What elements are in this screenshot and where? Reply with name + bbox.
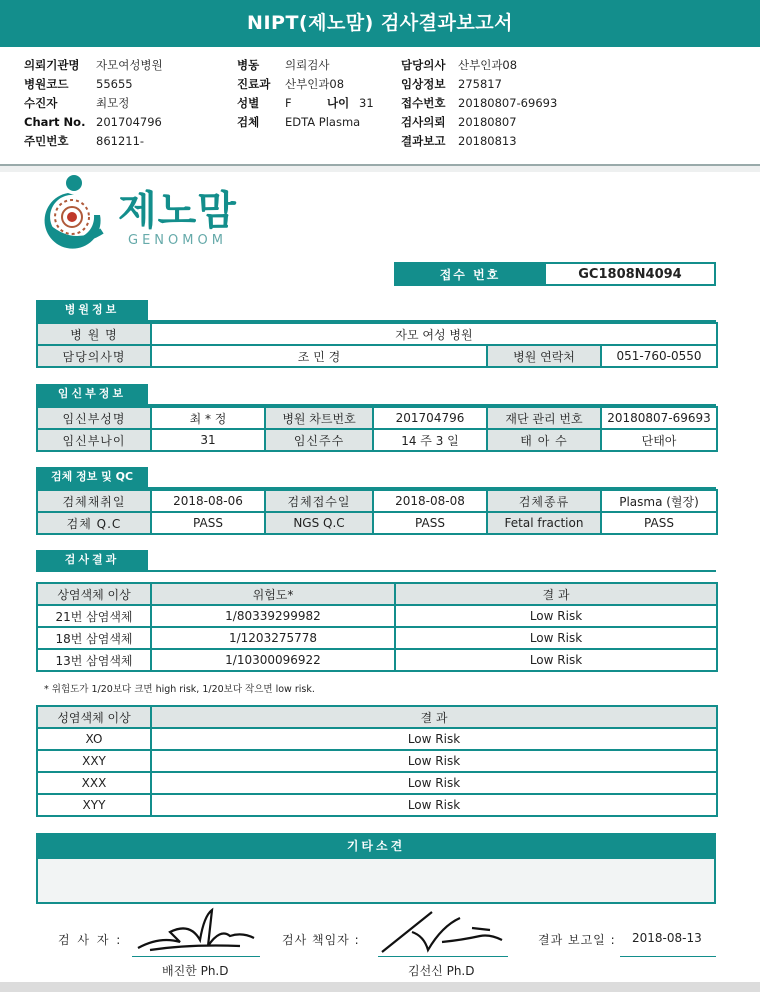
sex-chrom-name: XXX [37,772,151,794]
sex-chromosome-table [36,705,718,817]
report-title: NIPT(제노맘) 검사결과보고서 [247,12,513,34]
contact-value: 051-760-0550 [601,345,717,367]
sex-chrom-result: Low Risk [151,772,717,794]
logo-sub: GENOMOM [128,233,227,248]
section-rule [36,570,716,572]
header-col-3 [401,56,557,151]
tester-name: 배진한 Ph.D [162,964,229,978]
autosomal-results-table [36,582,718,672]
table-row [37,605,717,627]
hospital-info-tag: 병원정보 [36,300,148,320]
report-date-line [620,956,716,957]
header-label: 병원코드 [24,77,69,91]
header-value: 20180813 [458,134,517,148]
results-tag: 검사결과 [36,550,148,570]
header-value: 55655 [96,77,133,91]
header-label: 검체 [237,115,260,129]
hospital-name-label: 병 원 명 [37,323,151,345]
header-label: 결과보고 [401,134,446,148]
header-label: 임상정보 [401,77,446,91]
header-value: 20180807-69693 [458,96,558,110]
mgmt-label: 재단 관리 번호 [487,407,601,429]
risk-footnote: * 위험도가 1/20보다 크면 high risk, 1/20보다 작으면 low risk. [44,684,315,695]
chart-label: 병원 차트번호 [265,407,373,429]
header-value: 자모여성병원 [96,58,163,72]
collect-date-label: 검체채취일 [37,490,151,512]
header-label: 병동 [237,58,260,72]
results-header-result: 결 과 [395,583,717,605]
patient-name-label: 임신부성명 [37,407,151,429]
header-col-2 [237,56,374,132]
hospital-name-value: 자모 여성 병원 [151,323,717,345]
report-header [0,48,760,166]
report-date-value: 2018-08-13 [632,931,702,945]
receive-date-value: 2018-08-08 [373,490,487,512]
sex-header-result: 결 과 [151,706,717,728]
header-value: 산부인과08 [285,77,345,91]
page-footer [0,982,760,992]
chief-name: 김선신 Ph.D [408,964,475,978]
specimen-type-value: Plasma (혈장) [601,490,717,512]
age-value: 31 [359,96,374,110]
header-value: 산부인과08 [458,58,518,72]
table-row [37,772,717,794]
chief-signature-icon [372,906,512,958]
chart-value: 201704796 [373,407,487,429]
specimen-type-label: 검체종류 [487,490,601,512]
sex-chrom-result: Low Risk [151,794,717,816]
header-label: 수진자 [24,96,58,110]
sex-header-name: 성염색체 이상 [37,706,151,728]
header-label: 성별 [237,96,260,110]
sex-chrom-name: XYY [37,794,151,816]
hospital-info-table [36,322,718,368]
header-divider [0,166,760,172]
header-label: 담당의사 [401,58,446,72]
report-title-bar [0,0,760,47]
specimen-info-table [36,489,718,535]
table-row [37,794,717,816]
specimen-qc-value: PASS [151,512,265,534]
tester-signature-line [132,956,260,957]
sex-chrom-result: Low Risk [151,728,717,750]
other-findings-title: 기타소견 [36,833,716,859]
fetal-fraction-value: PASS [601,512,717,534]
trisomy-risk: 1/10300096922 [151,649,395,671]
patient-age-value: 31 [151,429,265,451]
trisomy-name: 21번 삼염색체 [37,605,151,627]
collect-date-value: 2018-08-06 [151,490,265,512]
header-col-1 [24,56,163,151]
fetus-label: 태 아 수 [487,429,601,451]
header-label: 접수번호 [401,96,446,110]
results-header-name: 상염색체 이상 [37,583,151,605]
patient-name-value: 최 * 정 [151,407,265,429]
header-value: 861211- [96,134,145,148]
trisomy-result: Low Risk [395,627,717,649]
report-date-label: 결과 보고일 : [538,933,616,947]
trisomy-risk: 1/80339299982 [151,605,395,627]
header-label: 의뢰기관명 [24,58,80,72]
header-value: 최모정 [96,96,130,110]
doctor-label: 담당의사명 [37,345,151,367]
header-label: 검사의뢰 [401,115,446,129]
patient-age-label: 임신부나이 [37,429,151,451]
header-value: 275817 [458,77,502,91]
header-label: Chart No. [24,115,86,129]
trisomy-name: 18번 삼염색체 [37,627,151,649]
header-label: 주민번호 [24,134,69,148]
fetal-fraction-label: Fetal fraction [487,512,601,534]
chief-signature-line [378,956,508,957]
trisomy-name: 13번 삼염색체 [37,649,151,671]
sex-chrom-result: Low Risk [151,750,717,772]
tester-signature-icon [130,906,260,956]
table-row [37,750,717,772]
table-row [37,627,717,649]
chief-label: 검사 책임자 : [282,933,360,947]
mgmt-value: 20180807-69693 [601,407,717,429]
receipt-table [394,262,716,286]
patient-info-tag: 임신부정보 [36,384,148,404]
fetus-value: 단태아 [601,429,717,451]
trisomy-result: Low Risk [395,605,717,627]
table-row [37,649,717,671]
doctor-value: 조 민 경 [151,345,487,367]
weeks-value: 14 주 3 일 [373,429,487,451]
receive-date-label: 검체접수일 [265,490,373,512]
header-value: F [285,96,292,110]
trisomy-risk: 1/1203275778 [151,627,395,649]
trisomy-result: Low Risk [395,649,717,671]
results-header-risk: 위험도* [151,583,395,605]
patient-info-table [36,406,718,452]
genomom-logo [38,175,258,255]
logo-name: 제노맘 [118,188,237,234]
sex-chrom-name: XXY [37,750,151,772]
receipt-number: GC1808N4094 [545,263,715,285]
tester-label: 검 사 자 : [58,933,123,947]
header-value: 의뢰검사 [285,58,330,72]
ngs-qc-label: NGS Q.C [265,512,373,534]
table-row [37,728,717,750]
other-findings-box [36,859,716,904]
ngs-qc-value: PASS [373,512,487,534]
age-label: 나이 [327,96,350,110]
header-value: 201704796 [96,115,162,129]
header-label: 진료과 [237,77,271,91]
weeks-label: 임신주수 [265,429,373,451]
header-value: 20180807 [458,115,517,129]
sex-chrom-name: XO [37,728,151,750]
header-value: EDTA Plasma [285,115,361,129]
specimen-info-tag: 검체 정보 및 QC [36,467,148,487]
contact-label: 병원 연락처 [487,345,601,367]
specimen-qc-label: 검체 Q.C [37,512,151,534]
receipt-label: 접수 번호 [395,263,545,285]
